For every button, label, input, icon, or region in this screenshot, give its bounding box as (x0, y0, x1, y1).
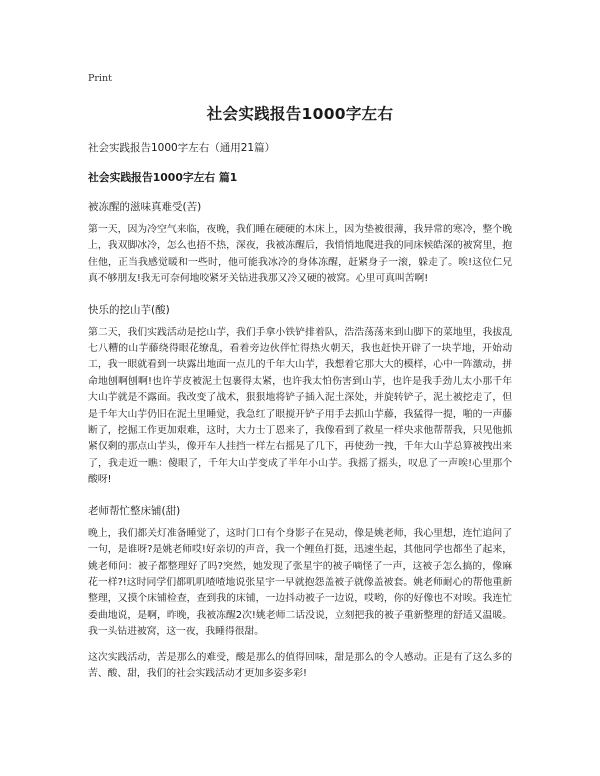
part-heading-bitter: 被冻醒的滋味真难受(苦) (88, 201, 202, 213)
part-body-sour: 第二天，我们实践活动是挖山芋，我们手拿小铁铲排着队，浩浩荡荡来到山脚下的菜地里，我拔乱七八糟的山芋藤绕得眼花缭乱，看着旁边伙伴忙得热火朝天，我也赶快开辟了一块芋地，开始动工，我一眼就看到一块露出地面一点儿的千年大山芋，我想着它那大大的模样，心中一阵激动，拼命地刨啊刨啊!也许芋皮被泥土包裹得太紧，也许我太怕伤害到山芋，也许是我手劲儿太小那千年大山芋就是不露面。我改变了战术，狠狠地将铲子插入泥土深处，并旋转铲子，泥土被挖走了，但是千年大山芋仍旧在泥土里睡觉，我急红了眼搅开铲子用手去抓山芋藤，我猛得一提，啪的一声藤断了，挖掘工作更加艰难，这时，大力士丁恩来了，我像看到了救星一样央求他帮帮我，只见他抓紧仅剩的那点山芋头，像开车人挂挡一样左右摇晃了几下，再使劲一拽，千年大山芋总算被拽出来了，我走近一瞧：傻眼了，千年大山芋变成了半年小山芋。我摇了摇头，叹息了一声唉!心里那个酸呀! (88, 326, 512, 486)
document-subtitle: 社会实践报告1000字左右（通用21篇） (88, 142, 276, 154)
document-title: 社会实践报告1000字左右 (206, 105, 394, 123)
part-body-bitter: 第一天，因为冷空气来临，夜晚，我们睡在硬硬的木床上，因为垫被很薄，我异常的寒冷，整个晚上，我双脚冰冷，怎么也捂不热，深夜，我被冻醒后，我悄悄地爬进我的同床候皓深的被窝里，抱住他，正当我感觉暖和一些时，他可能我冰冷的身体冻醒，赶紧身子一滚，躲走了。唉!这位仁兄真不够朋友!我无可奈何地咬紧牙关钻进我那又冷又硬的被窝。心里可真叫苦啊! (88, 224, 512, 285)
print-label: Print (88, 73, 112, 84)
part-body-sweet: 晚上，我们都关灯准备睡觉了，这时门口有个身影子在晃动，像是姚老师，我心里想，连忙追问了一句，是谁呀?是姚老师哎!好亲切的声音，我一个鲤鱼打挺，迅速坐起，其他同学也都坐了起来，姚老师问：被子都整理好了吗?突然，她发现了张星宇的被子嘀怪了一声，这被子怎么搞的，像麻花一样?!这时同学们都叽叽喳喳地说张星宇一早就抱怨盖被子就像盖被套。姚老师耐心的帮他重新整理，又摸个床铺检查，查到我的床铺，一边抖动被子一边说，哎哟，你的好像也不对唉。我连忙委曲地说，是啊，昨晚，我被冻醒2次!姚老师二话没说，立刻把我的被子重新整理的舒适又温暖。我一头钻进被窝，这一夜，我睡得很甜。 (88, 527, 512, 638)
section-title: 社会实践报告1000字左右 篇1 (88, 171, 238, 184)
part-heading-sour: 快乐的挖山芋(酸) (88, 303, 170, 316)
closing-paragraph: 这次实践活动，苦是那么的难受，酸是那么的值得回味，甜是那么的令人感动。正是有了这么多的苦、酸、甜，我们的社会实践活动才更加多姿多彩! (88, 651, 512, 679)
part-heading-sweet: 老师帮忙整床铺(甜) (88, 504, 181, 517)
